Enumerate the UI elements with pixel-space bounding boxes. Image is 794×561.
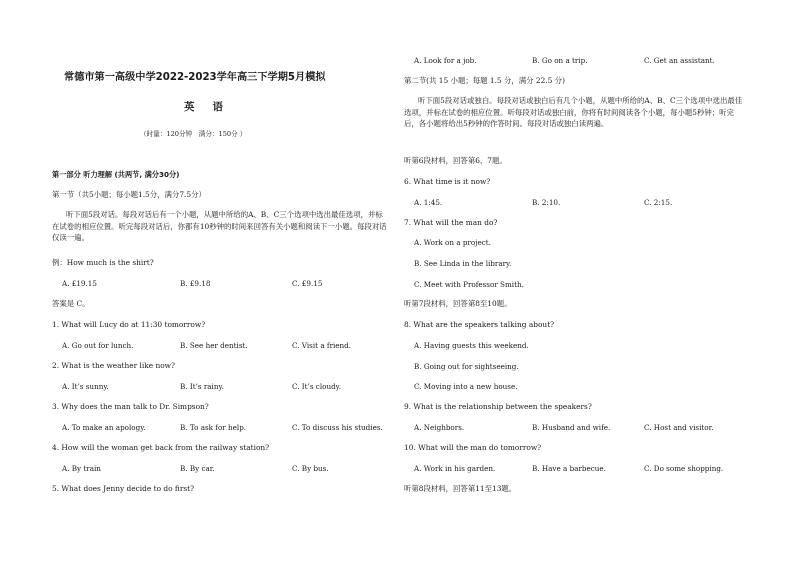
- q6-option-b: B. 2:10.: [532, 198, 561, 207]
- section2-heading: 第二节(共 15 小题；每题 1.5 分，满分 22.5 分): [404, 76, 565, 85]
- q4-option-a: A. By train: [62, 464, 101, 473]
- material-6-label: 听第6段材料，回答第6、7题。: [404, 156, 507, 165]
- q6-option-c: C. 2:15.: [644, 198, 673, 207]
- q9-option-b: B. Husband and wife.: [532, 423, 611, 432]
- question-4: 4. How will the woman get back from the railway station?: [52, 443, 270, 452]
- q1-option-c: C. Visit a friend.: [292, 341, 352, 350]
- exam-title: 常德市第一高级中学2022-2023学年高三下学期5月模拟: [64, 72, 326, 83]
- example-option-c: C. £9.15: [292, 279, 323, 288]
- q9-option-c: C. Host and visitor.: [644, 423, 714, 432]
- q10-option-c: C. Do some shopping.: [644, 464, 724, 473]
- q3-option-b: B. To ask for help.: [180, 423, 247, 432]
- section2-instructions: 听下面5段对话或独白。每段对话或独白后有几个小题，从题中所给的A、B、C三个选项中选出最佳选项，并标在试卷的相应位置。听每段对话或独白前，你将有时间阅读各个小题，每小题5秒钟；听完后，各小题将给出5秒钟的作答时间。每段对话或独白读两遍。: [404, 96, 743, 129]
- q7-option-b: B. See Linda in the library.: [414, 259, 512, 268]
- question-6: 6. What time is it now?: [404, 177, 491, 186]
- material-8-label: 听第8段材料，回答第11至13题。: [404, 484, 517, 493]
- q7-option-a: A. Work on a project.: [414, 238, 491, 247]
- part1-heading: 第一部分 听力理解 (共两节, 满分30分): [52, 170, 180, 179]
- question-9: 9. What is the relationship between the speakers?: [404, 402, 592, 411]
- question-7: 7. What will the man do?: [404, 218, 498, 227]
- q4-option-c: C. By bus.: [292, 464, 329, 473]
- subject-title: 英语: [184, 101, 241, 113]
- q6-option-a: A. 1:45.: [414, 198, 443, 207]
- question-5: 5. What does Jenny decide to do first?: [52, 484, 195, 493]
- question-2: 2. What is the weather like now?: [52, 361, 175, 370]
- section1-heading: 第一节（共5小题；每小题1.5分，满分7.5分）: [52, 190, 206, 199]
- question-1: 1. What will Lucy do at 11:30 tomorrow?: [52, 320, 206, 329]
- q5-option-c: C. Get an assistant.: [644, 56, 715, 65]
- q9-option-a: A. Neighbors.: [414, 423, 465, 432]
- q3-option-c: C. To discuss his studies.: [292, 423, 383, 432]
- question-8: 8. What are the speakers talking about?: [404, 320, 555, 329]
- q2-option-a: A. It’s sunny.: [62, 382, 109, 391]
- q10-option-b: B. Have a barbecue.: [532, 464, 606, 473]
- q5-option-b: B. Go on a trip.: [532, 56, 588, 65]
- q2-option-c: C. It’s cloudy.: [292, 382, 342, 391]
- material-7-label: 听第7段材料，回答第8至10题。: [404, 299, 512, 308]
- section1-instructions: 听下面5段对话。每段对话后有一个小题，从题中所给的A、B、C三个选项中选出最佳选项，并标在试卷的相应位置。听完每段对话后，你都有10秒钟的时间来回答有关小题和阅读下一小题。每段对话仅读一遍。: [52, 210, 387, 243]
- question-3: 3. Why does the man talk to Dr. Simpson?: [52, 402, 209, 411]
- q8-option-c: C. Moving into a new house.: [414, 382, 518, 391]
- q8-option-a: A. Having guests this weekend.: [414, 341, 529, 350]
- q1-option-b: B. See her dentist.: [180, 341, 248, 350]
- q5-option-a: A. Look for a job.: [414, 56, 477, 65]
- example-option-b: B. £9.18: [180, 279, 211, 288]
- q3-option-a: A. To make an apology.: [62, 423, 146, 432]
- q2-option-b: B. It’s rainy.: [180, 382, 224, 391]
- exam-meta: （时量：120分钟 满分：150分 ）: [140, 130, 247, 138]
- q8-option-b: B. Going out for sightseeing.: [414, 362, 519, 371]
- example-option-a: A. £19.15: [62, 279, 97, 288]
- q4-option-b: B. By car.: [180, 464, 215, 473]
- question-10: 10. What will the man do tomorrow?: [404, 443, 542, 452]
- example-question: 例：How much is the shirt?: [52, 258, 154, 267]
- q1-option-a: A. Go out for lunch.: [62, 341, 134, 350]
- q7-option-c: C. Meet with Professor Smith.: [414, 280, 524, 289]
- example-answer: 答案是 C。: [52, 299, 90, 308]
- q10-option-a: A. Work in his garden.: [414, 464, 496, 473]
